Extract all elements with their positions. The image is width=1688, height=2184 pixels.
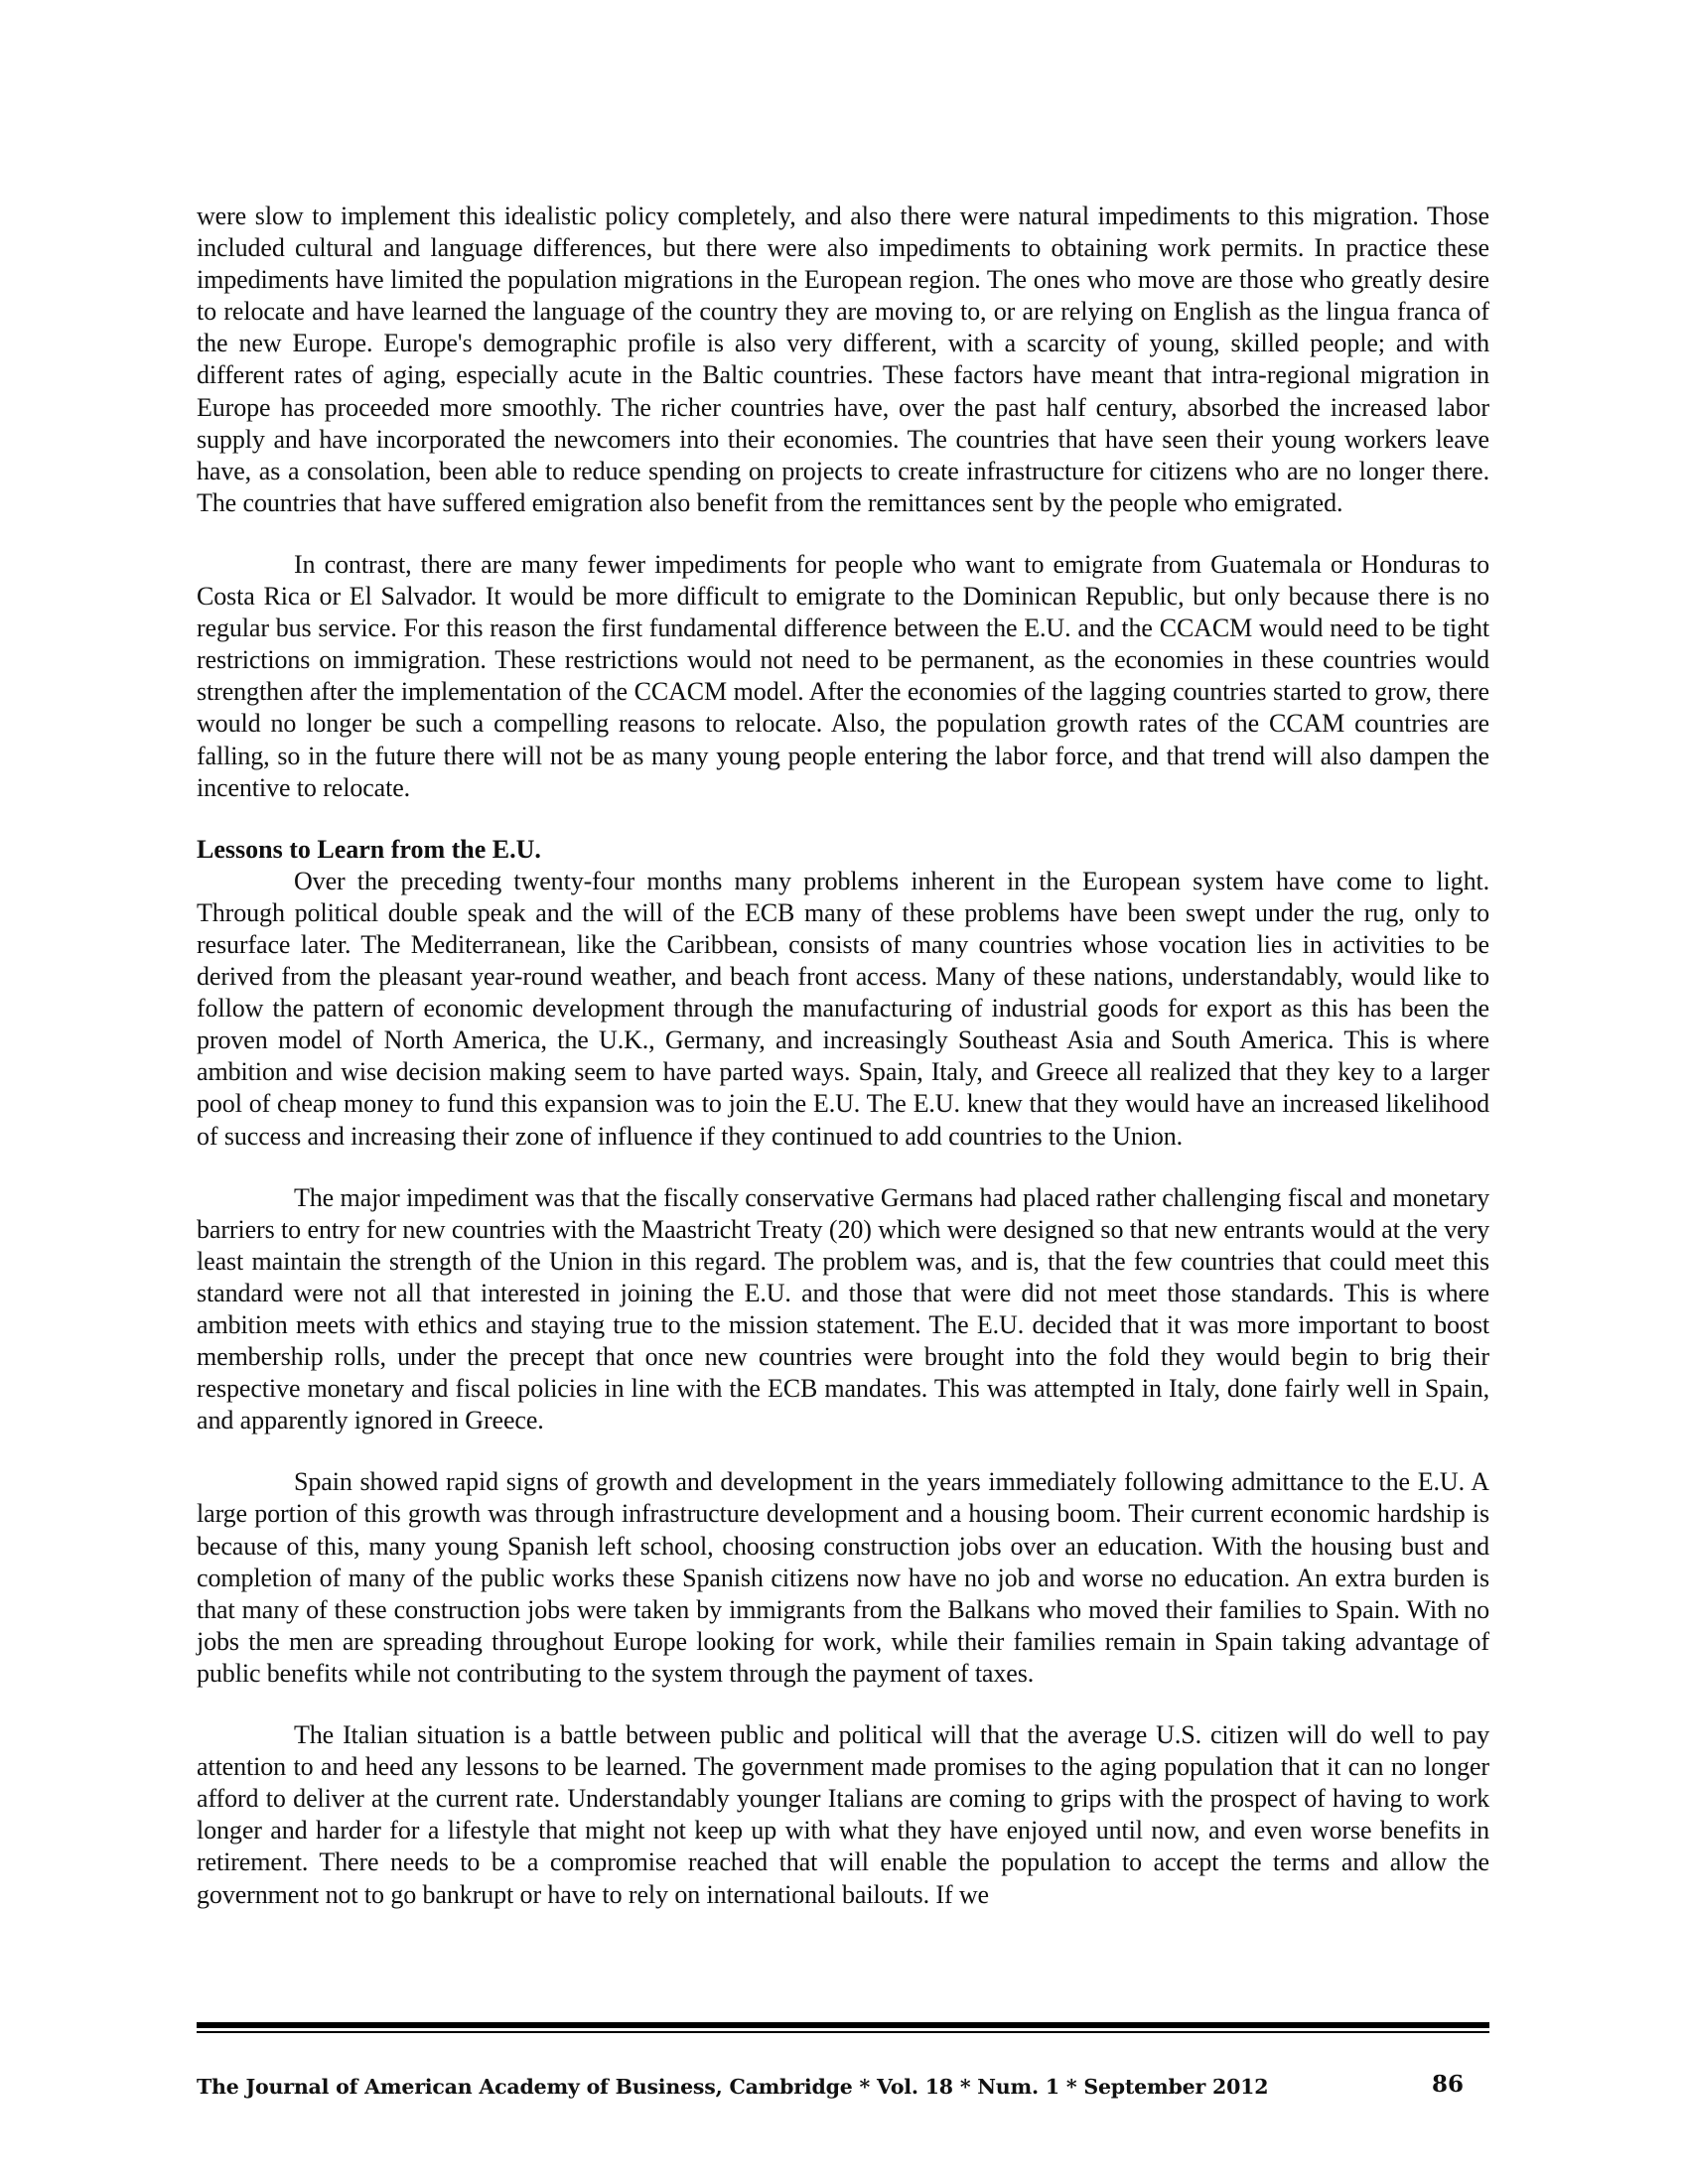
body-paragraph: Spain showed rapid signs of growth and development in the years immediately following admittance to the E.U. A large portion of this growth was through infrastructure development and a housing boom. Their current economic hardship is because of this, many young Spanish left school, choosing construction jobs over an education. With the housing bust and completion of many of the public works these Spanish citizens now have no job and worse no education. An extra burden is that many of these construction jobs were taken by immigrants from the Balkans who moved their families to Spain. With no jobs the men are spreading throughout Europe looking for work, while their families remain in Spain taking advantage of public benefits while not contributing to the system through the payment of taxes. [197,1467,1489,1688]
body-paragraph: In contrast, there are many fewer impediments for people who want to emigrate from Guatemala or Honduras to Costa Rica or El Salvador. It would be more difficult to emigrate to the Dominican Republic, but only because there is no regular bus service. For this reason the first fundamental difference between the E.U. and the CCACM would need to be tight restrictions on immigration. These restrictions would not need to be permanent, as the economies in these countries would strengthen after the implementation of the CCACM model. After the economies of the lagging countries started to grow, there would no longer be such a compelling reasons to relocate. Also, the population growth rates of the CCAM countries are falling, so in the future there will not be as many young people entering the labor force, and that trend will also dampen the incentive to relocate. [197,549,1489,802]
footer-divider [197,2022,1489,2033]
journal-citation: The Journal of American Academy of Business, Cambridge * Vol. 18 * Num. 1 * September 2012 [197,2075,1269,2099]
page-number: 86 [1432,2071,1465,2098]
footer-rule-thin [197,2031,1489,2033]
body-paragraph: Over the preceding twenty-four months many problems inherent in the European system have come to light. Through political double speak and the will of the ECB many of these problems have been swept under the rug, only to resurface later. The Mediterranean, like the Caribbean, consists of many countries whose vocation lies in activities to be derived from the pleasant year-round weather, and beach front access. Many of these nations, understandably, would like to follow the pattern of economic development through the manufacturing of industrial goods for export as this has been the proven model of North America, the U.K., Germany, and increasingly Southeast Asia and South America. This is where ambition and wise decision making seem to have parted ways. Spain, Italy, and Greece all realized that they key to a larger pool of cheap money to fund this expansion was to join the E.U. The E.U. knew that they would have an increased likelihood of success and increasing their zone of influence if they continued to add countries to the Union. [197,866,1489,1151]
section-heading: Lessons to Learn from the E.U. [197,834,541,864]
body-paragraph: The Italian situation is a battle between public and political will that the average U.S. citizen will do well to pay attention to and heed any lessons to be learned. The government made promises to the aging population that it can no longer afford to deliver at the current rate. Understandably younger Italians are coming to grips with the prospect of having to work longer and harder for a lifestyle that might not keep up with what they have enjoyed until now, and even worse benefits in retirement. There needs to be a compromise reached that will enable the population to accept the terms and allow the government not to go bankrupt or have to rely on international bailouts. If we [197,1720,1489,1909]
body-paragraph: The major impediment was that the fiscally conservative Germans had placed rather challenging fiscal and monetary barriers to entry for new countries with the Maastricht Treaty (20) which were designed so that new entrants would at the very least maintain the strength of the Union in this regard. The problem was, and is, that the few countries that could meet this standard were not all that interested in joining the E.U. and those that were did not meet those standards. This is where ambition meets with ethics and staying true to the mission statement. The E.U. decided that it was more important to boost membership rolls, under the precept that once new countries were brought into the fold they would begin to brig their respective monetary and fiscal policies in line with the ECB mandates. This was attempted in Italy, done fairly well in Spain, and apparently ignored in Greece. [197,1182,1489,1435]
article-body [197,201,1489,1941]
body-paragraph: were slow to implement this idealistic policy completely, and also there were natural impediments to this migration. Those included cultural and language differences, but there were also impediments to obtaining work permits. In practice these impediments have limited the population migrations in the European region. The ones who move are those who greatly desire to relocate and have learned the language of the country they are moving to, or are relying on English as the lingua franca of the new Europe. Europe's demographic profile is also very different, with a scarcity of young, skilled people; and with different rates of aging, especially acute in the Baltic countries. These factors have meant that intra-regional migration in Europe has proceeded more smoothly. The richer countries have, over the past half century, absorbed the increased labor supply and have incorporated the newcomers into their economies. The countries that have seen their young workers leave have, as a consolation, been able to reduce spending on projects to create infrastructure for citizens who are no longer there. The countries that have suffered emigration also benefit from the remittances sent by the people who emigrated. [197,202,1489,517]
